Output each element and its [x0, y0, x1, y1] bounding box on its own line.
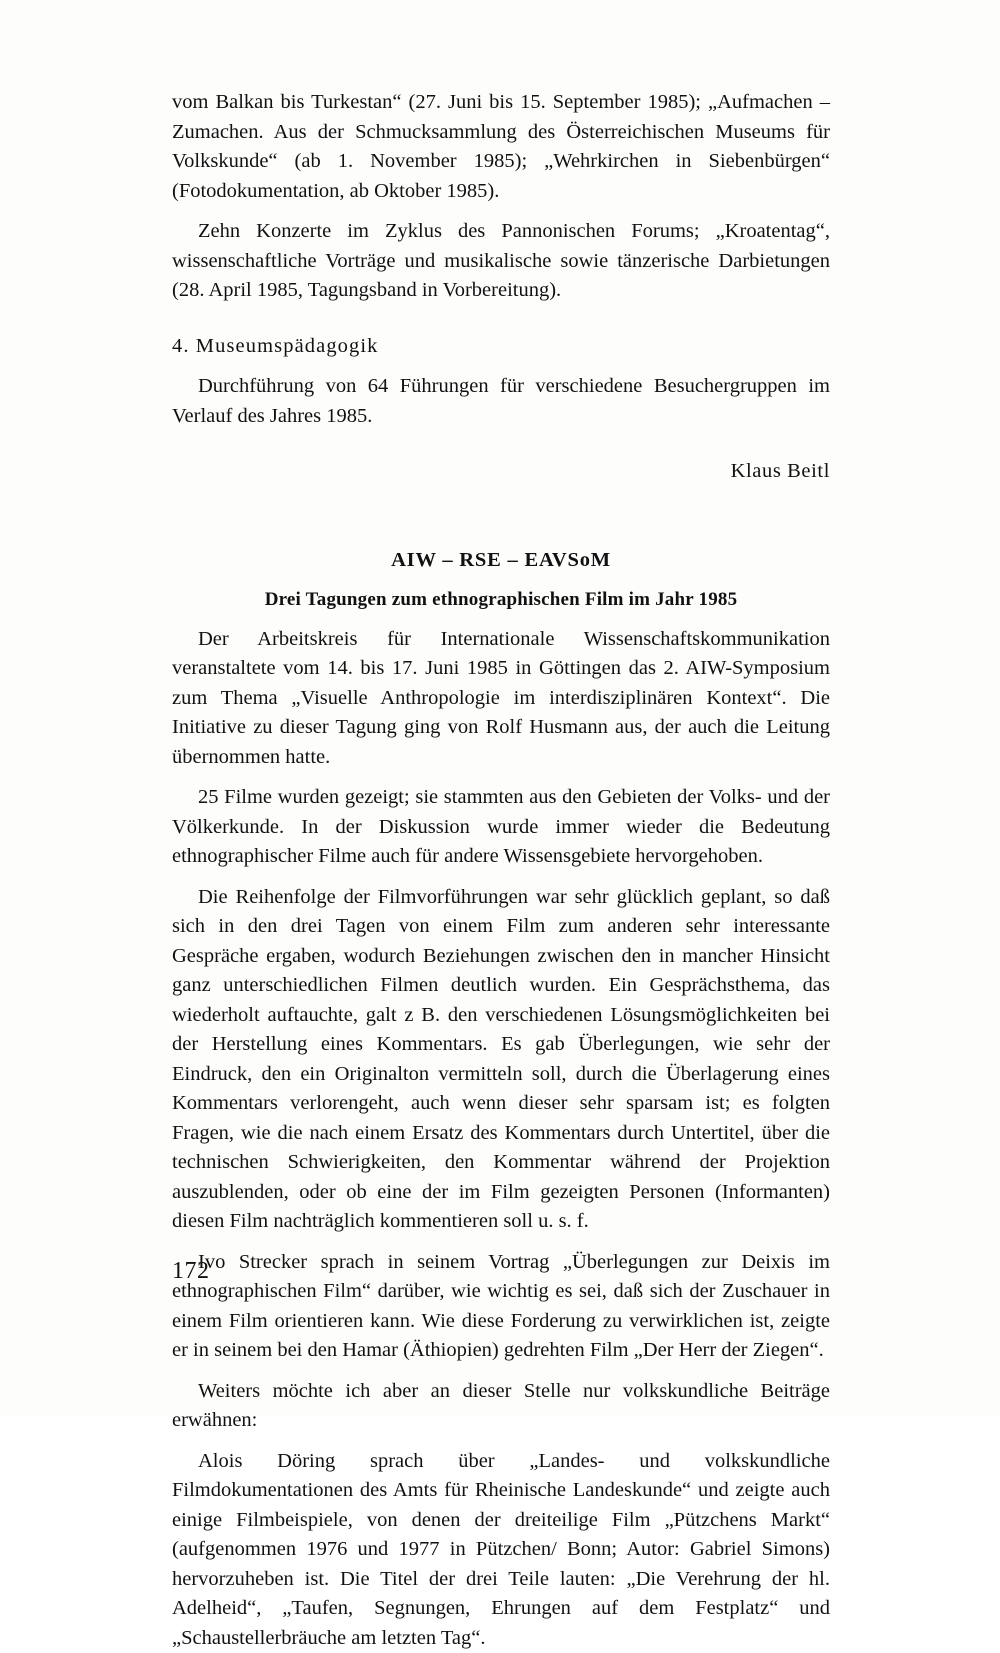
paragraph-weiters: Weiters möchte ich aber an dieser Stelle nur volkskundliche Beiträge erwähnen: — [172, 1377, 830, 1436]
section-heading-museumspaedagogik: 4. Museumspädagogik — [172, 332, 830, 362]
paragraph-spacer — [172, 614, 830, 625]
paragraph-arbeitskreis: Der Arbeitskreis für Internationale Wissenschaftskommunikation veranstaltete vom 14. bis 17. Juni 1985 in Göttingen das 2. AIW-Symposium zum Thema „Visuelle Anthropologie im interdisziplinären Kontext“. Die Initiative zu dieser Tagung ging von Rolf Husmann aus, der auch die Leitung übernommen hatte. — [172, 625, 830, 773]
paragraph-konzerte: Zehn Konzerte im Zyklus des Pannonischen Forums; „Kroatentag“, wissenschaftliche Vorträge und musikalische sowie tänzerische Darbietungen (28. April 1985, Tagungsband in Vorbereitung). — [172, 217, 830, 306]
paragraph-doering: Alois Döring sprach über „Landes- und volkskundliche Filmdokumentationen des Amts für Rheinische Landeskunde“ und zeigte auch einige Filmbeispiele, von denen der dreiteilige Film „Pützchens Markt“ (aufgenommen 1976 und 1977 in Pützchen/ Bonn; Autor: Gabriel Simons) hervorzuheben ist. Die Titel der drei Teile lauten: „Die Verehrung der hl. Adelheid“, „Taufen, Segnungen, Ehrungen auf dem Festplatz“ und „Schaustellerbräuche am letzten Tag“. — [172, 1447, 830, 1653]
article-title: AIW – RSE – EAVSoM — [172, 545, 830, 575]
paragraph-reihenfolge: Die Reihenfolge der Filmvorführungen war sehr glücklich geplant, so daß sich in den drei Tagen von einem Film zum anderen sehr interessante Gespräche ergaben, wodurch Beziehungen zwischen den in mancher Hinsicht ganz unterschiedlichen Filmen deutlich wurden. Ein Gesprächsthema, das wiederholt auftauchte, galt z B. den verschiedenen Lösungsmöglichkeiten bei der Herstellung eines Kommentars. Es gab Überlegungen, wie sehr der Eindruck, den ein Originalton vermitteln soll, durch die Überlagerung eines Kommentars verlorengeht, auch wenn dieser sehr sparsam ist; es folgten Fragen, wie die nach einem Ersatz des Kommentars durch Untertitel, über die technischen Schwierigkeiten, den Kommentar während der Projektion auszublenden, oder ob eine der im Film gezeigten Personen (Informanten) diesen Film nachträglich kommentieren soll u. s. f. — [172, 883, 830, 1237]
page-number: 172 — [172, 1258, 210, 1285]
paragraph-strecker: Ivo Strecker sprach in seinem Vortrag „Überlegungen zur Deixis im ethnographischen Film“ darüber, wie wichtig es sei, daß sich der Zuschauer in einem Film orientieren kann. Wie diese Forderung zu verwirklichen ist, zeigte er in seinem bei den Hamar (Äthiopien) gedrehten Film „Der Herr der Ziegen“. — [172, 1248, 830, 1366]
paragraph-spacer — [172, 206, 830, 217]
paragraph-filme-gezeigt: 25 Filme wurden gezeigt; sie stammten aus den Gebieten der Volks- und der Völkerkunde. In der Diskussion wurde immer wieder die Bedeutung ethnographischer Filme auch für andere Wissensgebiete hervorgehoben. — [172, 783, 830, 872]
paragraph-spacer — [172, 1237, 830, 1248]
author-signature-beitl: Klaus Beitl — [172, 457, 830, 487]
paragraph-balkan-exhibitions: vom Balkan bis Turkestan“ (27. Juni bis 15. September 1985); „Aufmachen – Zumachen. Aus der Schmucksammlung des Österreichischen Museums für Volkskunde“ (ab 1. November 1985); „Wehrkirchen in Siebenbürgen“ (Fotodokumentation, ab Oktober 1985). — [172, 88, 830, 206]
paragraph-spacer — [172, 772, 830, 783]
title-spacer — [172, 575, 830, 586]
article-subtitle: Drei Tagungen zum ethnographischen Film im Jahr 1985 — [172, 586, 830, 614]
paragraph-spacer — [172, 1366, 830, 1377]
paragraph-fuehrungen: Durchführung von 64 Führungen für verschiedene Besuchergruppen im Verlauf des Jahres 1985. — [172, 372, 830, 431]
paragraph-spacer — [172, 361, 830, 372]
section-spacer — [172, 487, 830, 545]
paragraph-spacer — [172, 431, 830, 457]
paragraph-spacer — [172, 306, 830, 332]
page-text-column — [172, 88, 830, 1653]
paragraph-spacer — [172, 1436, 830, 1447]
paragraph-spacer — [172, 872, 830, 883]
